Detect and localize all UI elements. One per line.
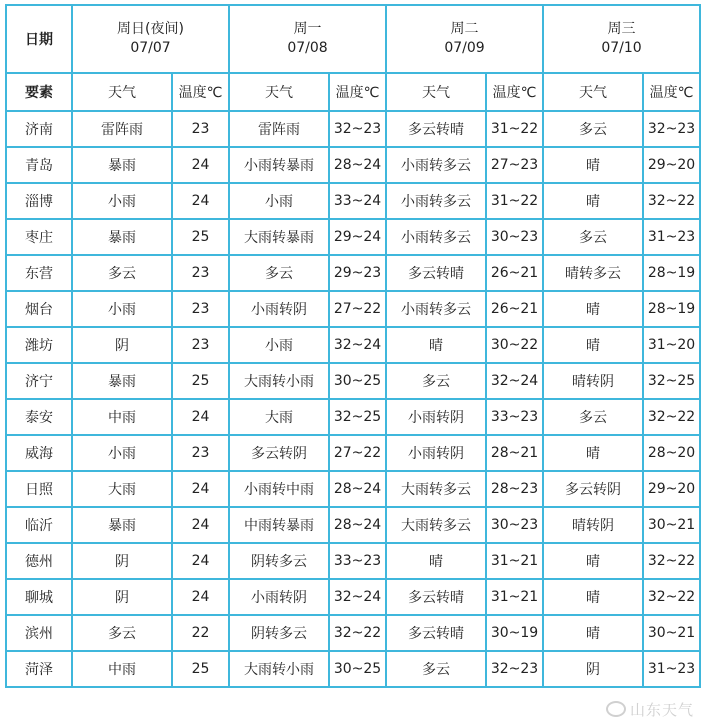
- temperature-cell: 24: [172, 579, 229, 615]
- temperature-cell: 32~22: [643, 543, 700, 579]
- weather-cell: 小雨: [229, 183, 329, 219]
- weather-cell: 多云转阴: [229, 435, 329, 471]
- weather-cell: 多云: [543, 111, 643, 147]
- table-row: [6, 471, 700, 507]
- weather-cell: 晴: [543, 435, 643, 471]
- weather-cell: 小雨: [229, 327, 329, 363]
- weather-cell: 小雨转中雨: [229, 471, 329, 507]
- temperature-cell: 23: [172, 111, 229, 147]
- weather-cell: 多云: [72, 255, 172, 291]
- temperature-cell: 28~24: [329, 507, 386, 543]
- temperature-cell: 28~21: [486, 435, 543, 471]
- city-name: 泰安: [6, 399, 72, 435]
- weather-header: 天气: [229, 73, 329, 111]
- temperature-cell: 30~25: [329, 363, 386, 399]
- weather-cell: 晴: [543, 291, 643, 327]
- temperature-cell: 32~24: [329, 579, 386, 615]
- temperature-cell: 23: [172, 255, 229, 291]
- weather-cell: 阴: [543, 651, 643, 687]
- table-row: [6, 147, 700, 183]
- weather-cell: 多云转晴: [386, 111, 486, 147]
- weather-cell: 大雨转多云: [386, 471, 486, 507]
- table-row: [6, 111, 700, 147]
- weather-cell: 小雨转阴: [229, 579, 329, 615]
- table-row: [6, 219, 700, 255]
- weather-cell: 小雨转阴: [386, 435, 486, 471]
- weather-cell: 晴: [543, 147, 643, 183]
- table-row: [6, 363, 700, 399]
- temperature-cell: 32~25: [643, 363, 700, 399]
- temperature-cell: 32~24: [486, 363, 543, 399]
- table-row: [6, 327, 700, 363]
- table-row: [6, 291, 700, 327]
- weather-cell: 小雨: [72, 435, 172, 471]
- temperature-cell: 31~21: [486, 579, 543, 615]
- city-name: 烟台: [6, 291, 72, 327]
- city-name: 菏泽: [6, 651, 72, 687]
- temperature-cell: 25: [172, 651, 229, 687]
- table-row: [6, 507, 700, 543]
- temperature-header: 温度℃: [643, 73, 700, 111]
- weather-cell: 暴雨: [72, 219, 172, 255]
- day-date: 07/08: [287, 40, 328, 56]
- temperature-cell: 24: [172, 507, 229, 543]
- weather-cell: 小雨转阴: [229, 291, 329, 327]
- day-name: 周三: [607, 21, 636, 37]
- weather-cell: 雷阵雨: [72, 111, 172, 147]
- city-name: 威海: [6, 435, 72, 471]
- day-name: 周二: [450, 21, 479, 37]
- weather-cell: 小雨转多云: [386, 291, 486, 327]
- temperature-cell: 27~22: [329, 291, 386, 327]
- header-row-elements: [6, 73, 700, 111]
- day-header-2: [386, 5, 543, 73]
- weather-cell: 多云转晴: [386, 615, 486, 651]
- city-name: 济南: [6, 111, 72, 147]
- weather-cell: 晴: [543, 579, 643, 615]
- table-row: [6, 183, 700, 219]
- day-header-1: [229, 5, 386, 73]
- weather-cell: 多云转阴: [543, 471, 643, 507]
- city-name: 德州: [6, 543, 72, 579]
- temperature-cell: 31~23: [643, 651, 700, 687]
- weather-header: 天气: [386, 73, 486, 111]
- temperature-cell: 22: [172, 615, 229, 651]
- city-name: 日照: [6, 471, 72, 507]
- weather-cell: 阴: [72, 579, 172, 615]
- temperature-cell: 32~22: [643, 579, 700, 615]
- weather-cell: 多云: [543, 219, 643, 255]
- city-name: 滨州: [6, 615, 72, 651]
- temperature-cell: 28~19: [643, 291, 700, 327]
- watermark-text: 山东天气: [629, 701, 694, 719]
- weather-cell: 暴雨: [72, 363, 172, 399]
- temperature-cell: 31~21: [486, 543, 543, 579]
- temperature-cell: 32~22: [643, 399, 700, 435]
- weather-cell: 小雨: [72, 291, 172, 327]
- weather-cell: 大雨转小雨: [229, 363, 329, 399]
- temperature-cell: 24: [172, 147, 229, 183]
- weather-cell: 阴: [72, 327, 172, 363]
- day-name: 周一: [293, 21, 322, 37]
- temperature-cell: 30~22: [486, 327, 543, 363]
- weather-cell: 中雨: [72, 651, 172, 687]
- weather-cell: 多云转晴: [386, 255, 486, 291]
- day-header-0: [72, 5, 229, 73]
- table-row: [6, 435, 700, 471]
- temperature-cell: 28~24: [329, 471, 386, 507]
- table-row: [6, 615, 700, 651]
- day-name: 周日(夜间): [117, 21, 184, 37]
- weather-cell: 大雨: [229, 399, 329, 435]
- temperature-cell: 26~21: [486, 291, 543, 327]
- weather-cell: 大雨: [72, 471, 172, 507]
- weather-cell: 多云: [543, 399, 643, 435]
- watermark: [606, 699, 694, 720]
- temperature-cell: 31~23: [643, 219, 700, 255]
- weather-cell: 晴: [543, 327, 643, 363]
- temperature-cell: 23: [172, 327, 229, 363]
- city-name: 东营: [6, 255, 72, 291]
- table-row: [6, 579, 700, 615]
- day-header-3: [543, 5, 700, 73]
- temperature-cell: 29~23: [329, 255, 386, 291]
- city-name: 枣庄: [6, 219, 72, 255]
- temperature-cell: 23: [172, 435, 229, 471]
- temperature-cell: 25: [172, 219, 229, 255]
- temperature-cell: 30~21: [643, 615, 700, 651]
- weather-cell: 晴: [543, 543, 643, 579]
- temperature-cell: 24: [172, 183, 229, 219]
- table-row: [6, 651, 700, 687]
- weather-cell: 晴: [386, 327, 486, 363]
- header-row-days: [6, 5, 700, 73]
- weather-header: 天气: [72, 73, 172, 111]
- weather-cell: 阴: [72, 543, 172, 579]
- weather-cell: 晴: [543, 183, 643, 219]
- weather-cell: 小雨转多云: [386, 219, 486, 255]
- weather-cell: 多云: [229, 255, 329, 291]
- temperature-cell: 26~21: [486, 255, 543, 291]
- element-label-cell: 要素: [6, 73, 72, 111]
- temperature-cell: 23: [172, 291, 229, 327]
- weather-cell: 晴: [386, 543, 486, 579]
- table-row: [6, 399, 700, 435]
- city-name: 济宁: [6, 363, 72, 399]
- weather-cell: 小雨转多云: [386, 147, 486, 183]
- temperature-header: 温度℃: [172, 73, 229, 111]
- weather-cell: 晴转阴: [543, 363, 643, 399]
- city-name: 淄博: [6, 183, 72, 219]
- weather-cell: 晴转多云: [543, 255, 643, 291]
- temperature-header: 温度℃: [486, 73, 543, 111]
- temperature-header: 温度℃: [329, 73, 386, 111]
- weather-cell: 小雨转阴: [386, 399, 486, 435]
- weather-cell: 小雨转暴雨: [229, 147, 329, 183]
- temperature-cell: 32~25: [329, 399, 386, 435]
- weather-cell: 大雨转多云: [386, 507, 486, 543]
- city-name: 潍坊: [6, 327, 72, 363]
- weather-cell: 多云: [72, 615, 172, 651]
- table-row: [6, 543, 700, 579]
- temperature-cell: 25: [172, 363, 229, 399]
- temperature-cell: 30~23: [486, 219, 543, 255]
- weather-cell: 暴雨: [72, 147, 172, 183]
- weather-cell: 暴雨: [72, 507, 172, 543]
- temperature-cell: 27~23: [486, 147, 543, 183]
- temperature-cell: 30~21: [643, 507, 700, 543]
- temperature-cell: 28~20: [643, 435, 700, 471]
- weather-cell: 小雨: [72, 183, 172, 219]
- weather-cell: 多云: [386, 651, 486, 687]
- temperature-cell: 33~24: [329, 183, 386, 219]
- weather-cell: 阴转多云: [229, 543, 329, 579]
- temperature-cell: 30~23: [486, 507, 543, 543]
- temperature-cell: 30~25: [329, 651, 386, 687]
- day-date: 07/09: [444, 40, 485, 56]
- temperature-cell: 31~20: [643, 327, 700, 363]
- temperature-cell: 24: [172, 543, 229, 579]
- weather-cell: 多云转晴: [386, 579, 486, 615]
- temperature-cell: 33~23: [486, 399, 543, 435]
- temperature-cell: 28~23: [486, 471, 543, 507]
- weather-cell: 小雨转多云: [386, 183, 486, 219]
- city-name: 聊城: [6, 579, 72, 615]
- weather-cell: 晴转阴: [543, 507, 643, 543]
- temperature-cell: 32~22: [643, 183, 700, 219]
- temperature-cell: 32~22: [329, 615, 386, 651]
- weather-cell: 晴: [543, 615, 643, 651]
- weather-cell: 雷阵雨: [229, 111, 329, 147]
- temperature-cell: 28~19: [643, 255, 700, 291]
- temperature-cell: 31~22: [486, 183, 543, 219]
- weather-cell: 多云: [386, 363, 486, 399]
- temperature-cell: 31~22: [486, 111, 543, 147]
- temperature-cell: 29~20: [643, 147, 700, 183]
- weibo-icon: [606, 701, 626, 717]
- day-date: 07/07: [130, 40, 171, 56]
- temperature-cell: 32~24: [329, 327, 386, 363]
- temperature-cell: 33~23: [329, 543, 386, 579]
- weather-cell: 中雨转暴雨: [229, 507, 329, 543]
- table-row: [6, 255, 700, 291]
- weather-cell: 大雨转暴雨: [229, 219, 329, 255]
- temperature-cell: 27~22: [329, 435, 386, 471]
- temperature-cell: 30~19: [486, 615, 543, 651]
- temperature-cell: 29~20: [643, 471, 700, 507]
- temperature-cell: 28~24: [329, 147, 386, 183]
- day-date: 07/10: [601, 40, 642, 56]
- temperature-cell: 32~23: [329, 111, 386, 147]
- weather-cell: 大雨转小雨: [229, 651, 329, 687]
- city-name: 青岛: [6, 147, 72, 183]
- weather-header: 天气: [543, 73, 643, 111]
- temperature-cell: 32~23: [643, 111, 700, 147]
- city-name: 临沂: [6, 507, 72, 543]
- temperature-cell: 24: [172, 399, 229, 435]
- weather-cell: 中雨: [72, 399, 172, 435]
- weather-cell: 阴转多云: [229, 615, 329, 651]
- temperature-cell: 32~23: [486, 651, 543, 687]
- weather-forecast-table: [5, 4, 701, 688]
- date-label-cell: 日期: [6, 5, 72, 73]
- temperature-cell: 29~24: [329, 219, 386, 255]
- temperature-cell: 24: [172, 471, 229, 507]
